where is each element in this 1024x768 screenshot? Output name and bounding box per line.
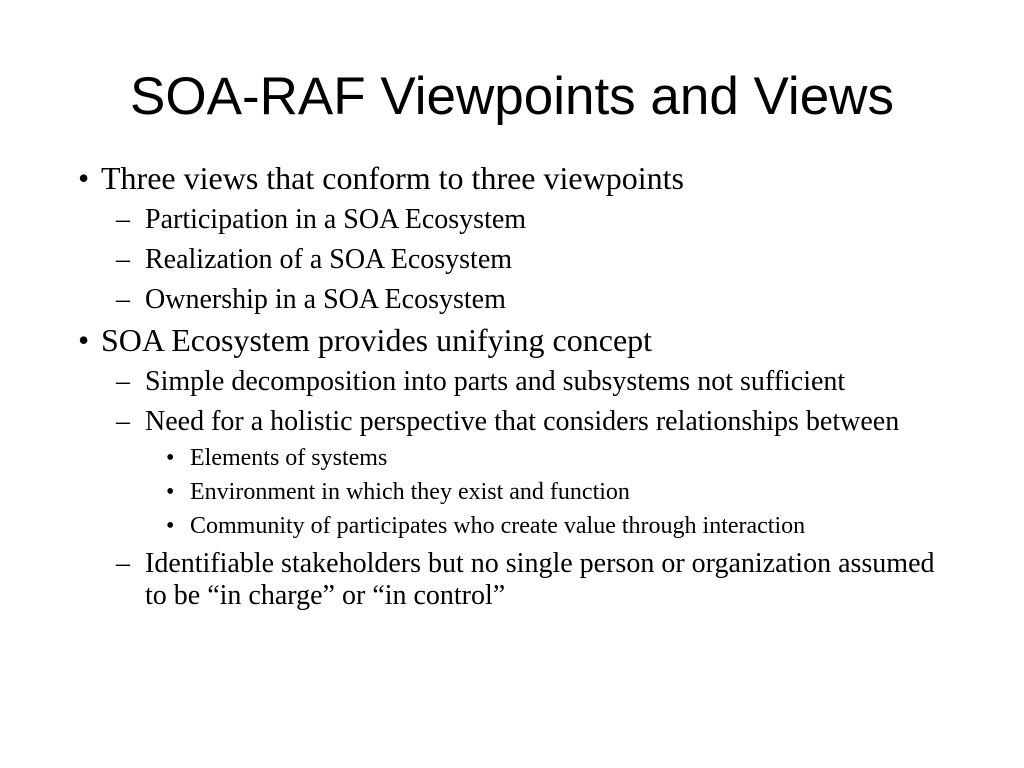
bullet-dash-icon: – [116,366,130,397]
bullet-dot-icon: • [166,513,175,539]
bullet-level2 [80,548,960,612]
bullet-level1 [80,322,960,358]
bullet-text: Elements of systems [190,445,388,471]
bullet-dash-icon: – [116,244,130,275]
bullet-dot-icon: • [166,479,175,505]
bullet-level1 [80,160,960,196]
bullet-dot-icon: • [166,445,175,471]
bullet-text: Environment in which they exist and function [190,479,630,505]
bullet-level2 [80,244,960,276]
bullet-text: Realization of a SOA Ecosystem [145,244,513,275]
bullet-dash-icon: – [116,548,130,579]
bullet-level3 [80,512,960,540]
bullet-dash-icon: – [116,406,130,437]
bullet-text: Ownership in a SOA Ecosystem [145,284,506,315]
bullet-text: Participation in a SOA Ecosystem [145,204,527,235]
bullet-dash-icon: – [116,204,130,235]
bullet-level2 [80,366,960,398]
bullet-level3 [80,444,960,472]
bullet-text: Three views that conform to three viewpoints [101,160,684,196]
bullet-text: SOA Ecosystem provides unifying concept [101,322,653,358]
bullet-text: Simple decomposition into parts and subsystems not sufficient [145,366,846,397]
bullet-dash-icon: – [116,284,130,315]
bullet-level2 [80,406,960,438]
bullet-text: Need for a holistic perspective that considers relationships between [145,406,900,437]
slide-title: SOA-RAF Viewpoints and Views [130,67,894,126]
slide-body [80,160,960,612]
bullet-dot-icon: • [78,322,90,358]
bullet-dot-icon: • [78,160,90,196]
bullet-text: Community of participates who create value through interaction [190,513,806,539]
bullet-level2 [80,204,960,236]
bullet-level3 [80,478,960,506]
bullet-text: Identifiable stakeholders but no single person or organization assumed to be “in charge” or “in control” [145,548,935,611]
bullet-level2 [80,284,960,316]
